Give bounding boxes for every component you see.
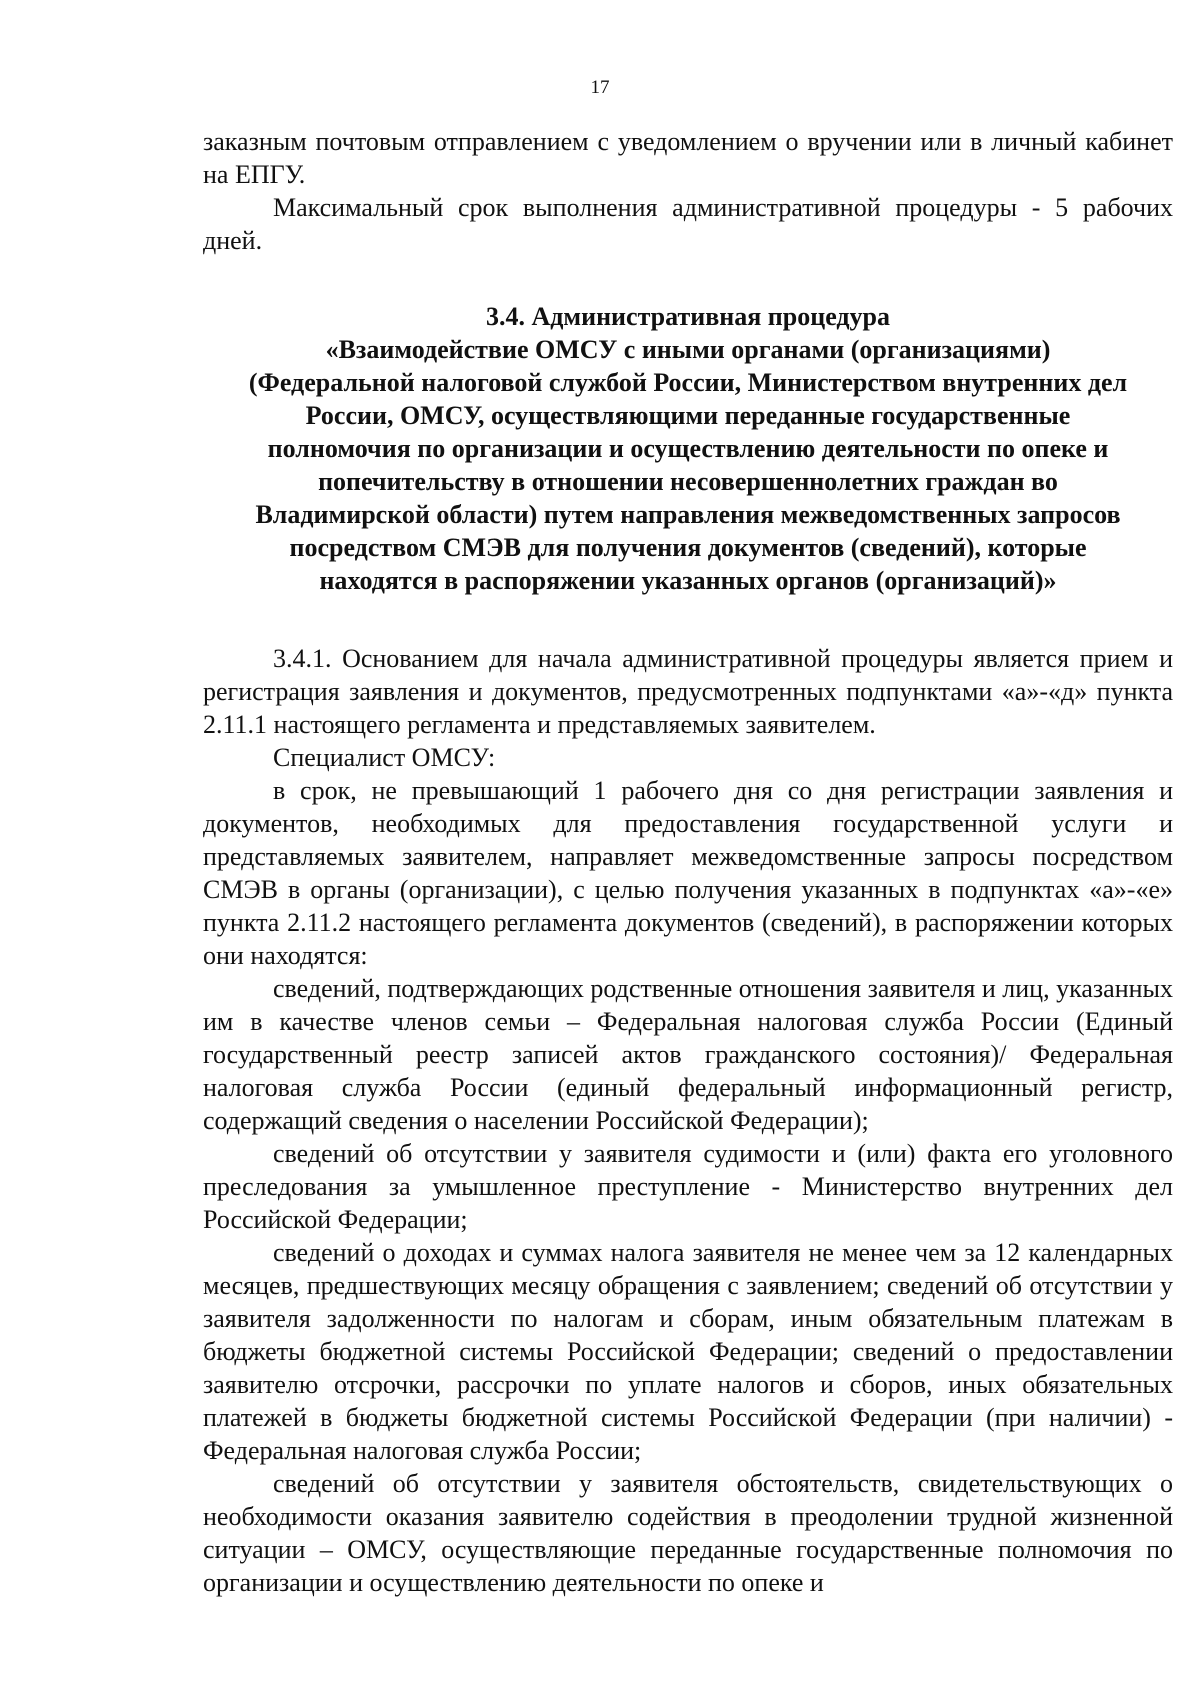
heading-line: Владимирской области) путем направления межведомственных запросов (255, 500, 1121, 529)
body-paragraph-2: Специалист ОМСУ: (273, 743, 496, 772)
intro-paragraph-1: заказным почтовым отправлением с уведомлением о вручении или в личный кабинет на ЕПГУ. (203, 127, 1173, 189)
document-body (203, 125, 1173, 1599)
heading-line: «Взаимодействие ОМСУ с иными органами (организациями) (325, 335, 1051, 364)
heading-line: (Федеральной налоговой службой России, Министерством внутренних дел (248, 368, 1128, 397)
heading-line: попечительству в отношении несовершеннолетних граждан во (318, 467, 1058, 496)
heading-line: 3.4. Административная процедура (485, 302, 891, 331)
body-paragraph-7: сведений об отсутствии у заявителя обстоятельств, свидетельствующих о необходимости оказания заявителю содействия в преодолении трудной жизненной ситуации – ОМСУ, осуществляющие переданные государственные полномочия по организации и осуществлению деятельности по опеке и (203, 1469, 1173, 1597)
heading-line: посредством СМЭВ для получения документов (сведений), которые (289, 533, 1087, 562)
body-paragraph-1: 3.4.1. Основанием для начала административной процедуры является прием и регистрация заявления и документов, предусмотренных подпунктами «а»-«д» пункта 2.11.1 настоящего регламента и представляемых заявителем. (203, 644, 1173, 739)
intro-paragraph-2: Максимальный срок выполнения административной процедуры - 5 рабочих дней. (203, 193, 1173, 255)
heading-line: находятся в распоряжении указанных органов (организаций)» (319, 566, 1057, 595)
page-number: 17 (590, 77, 610, 98)
body-paragraph-5: сведений об отсутствии у заявителя судимости и (или) факта его уголовного преследования за умышленное преступление - Министерство внутренних дел Российской Федерации; (203, 1139, 1173, 1234)
heading-line: полномочия по организации и осуществлению деятельности по опеке и (267, 434, 1109, 463)
body-paragraph-3: в срок, не превышающий 1 рабочего дня со дня регистрации заявления и документов, необходимых для предоставления государственной услуги и представляемых заявителем, направляет межведомственные запросы посредством СМЭВ в органы (организации), с целью получения указанных в подпунктах «а»-«е» пункта 2.11.2 настоящего регламента документов (сведений), в распоряжении которых они находятся: (203, 776, 1173, 970)
section-heading (203, 300, 1173, 597)
body-paragraph-4: сведений, подтверждающих родственные отношения заявителя и лиц, указанных им в качестве членов семьи – Федеральная налоговая служба России (Единый государственный реестр записей актов гражданского состояния)/ Федеральная налоговая служба России (единый федеральный информационный регистр, содержащий сведения о населении Российской Федерации); (203, 974, 1173, 1135)
heading-line: России, ОМСУ, осуществляющими переданные государственные (305, 401, 1071, 430)
body-paragraph-6: сведений о доходах и суммах налога заявителя не менее чем за 12 календарных месяцев, предшествующих месяцу обращения с заявлением; сведений об отсутствии у заявителя задолженности по налогам и сборам, иным обязательным платежам в бюджеты бюджетной системы Российской Федерации; сведений о предоставлении заявителю отсрочки, рассрочки по уплате налогов и сборов, иных обязательных платежей в бюджеты бюджетной системы Российской Федерации (при наличии) - Федеральная налоговая служба России; (203, 1238, 1173, 1465)
